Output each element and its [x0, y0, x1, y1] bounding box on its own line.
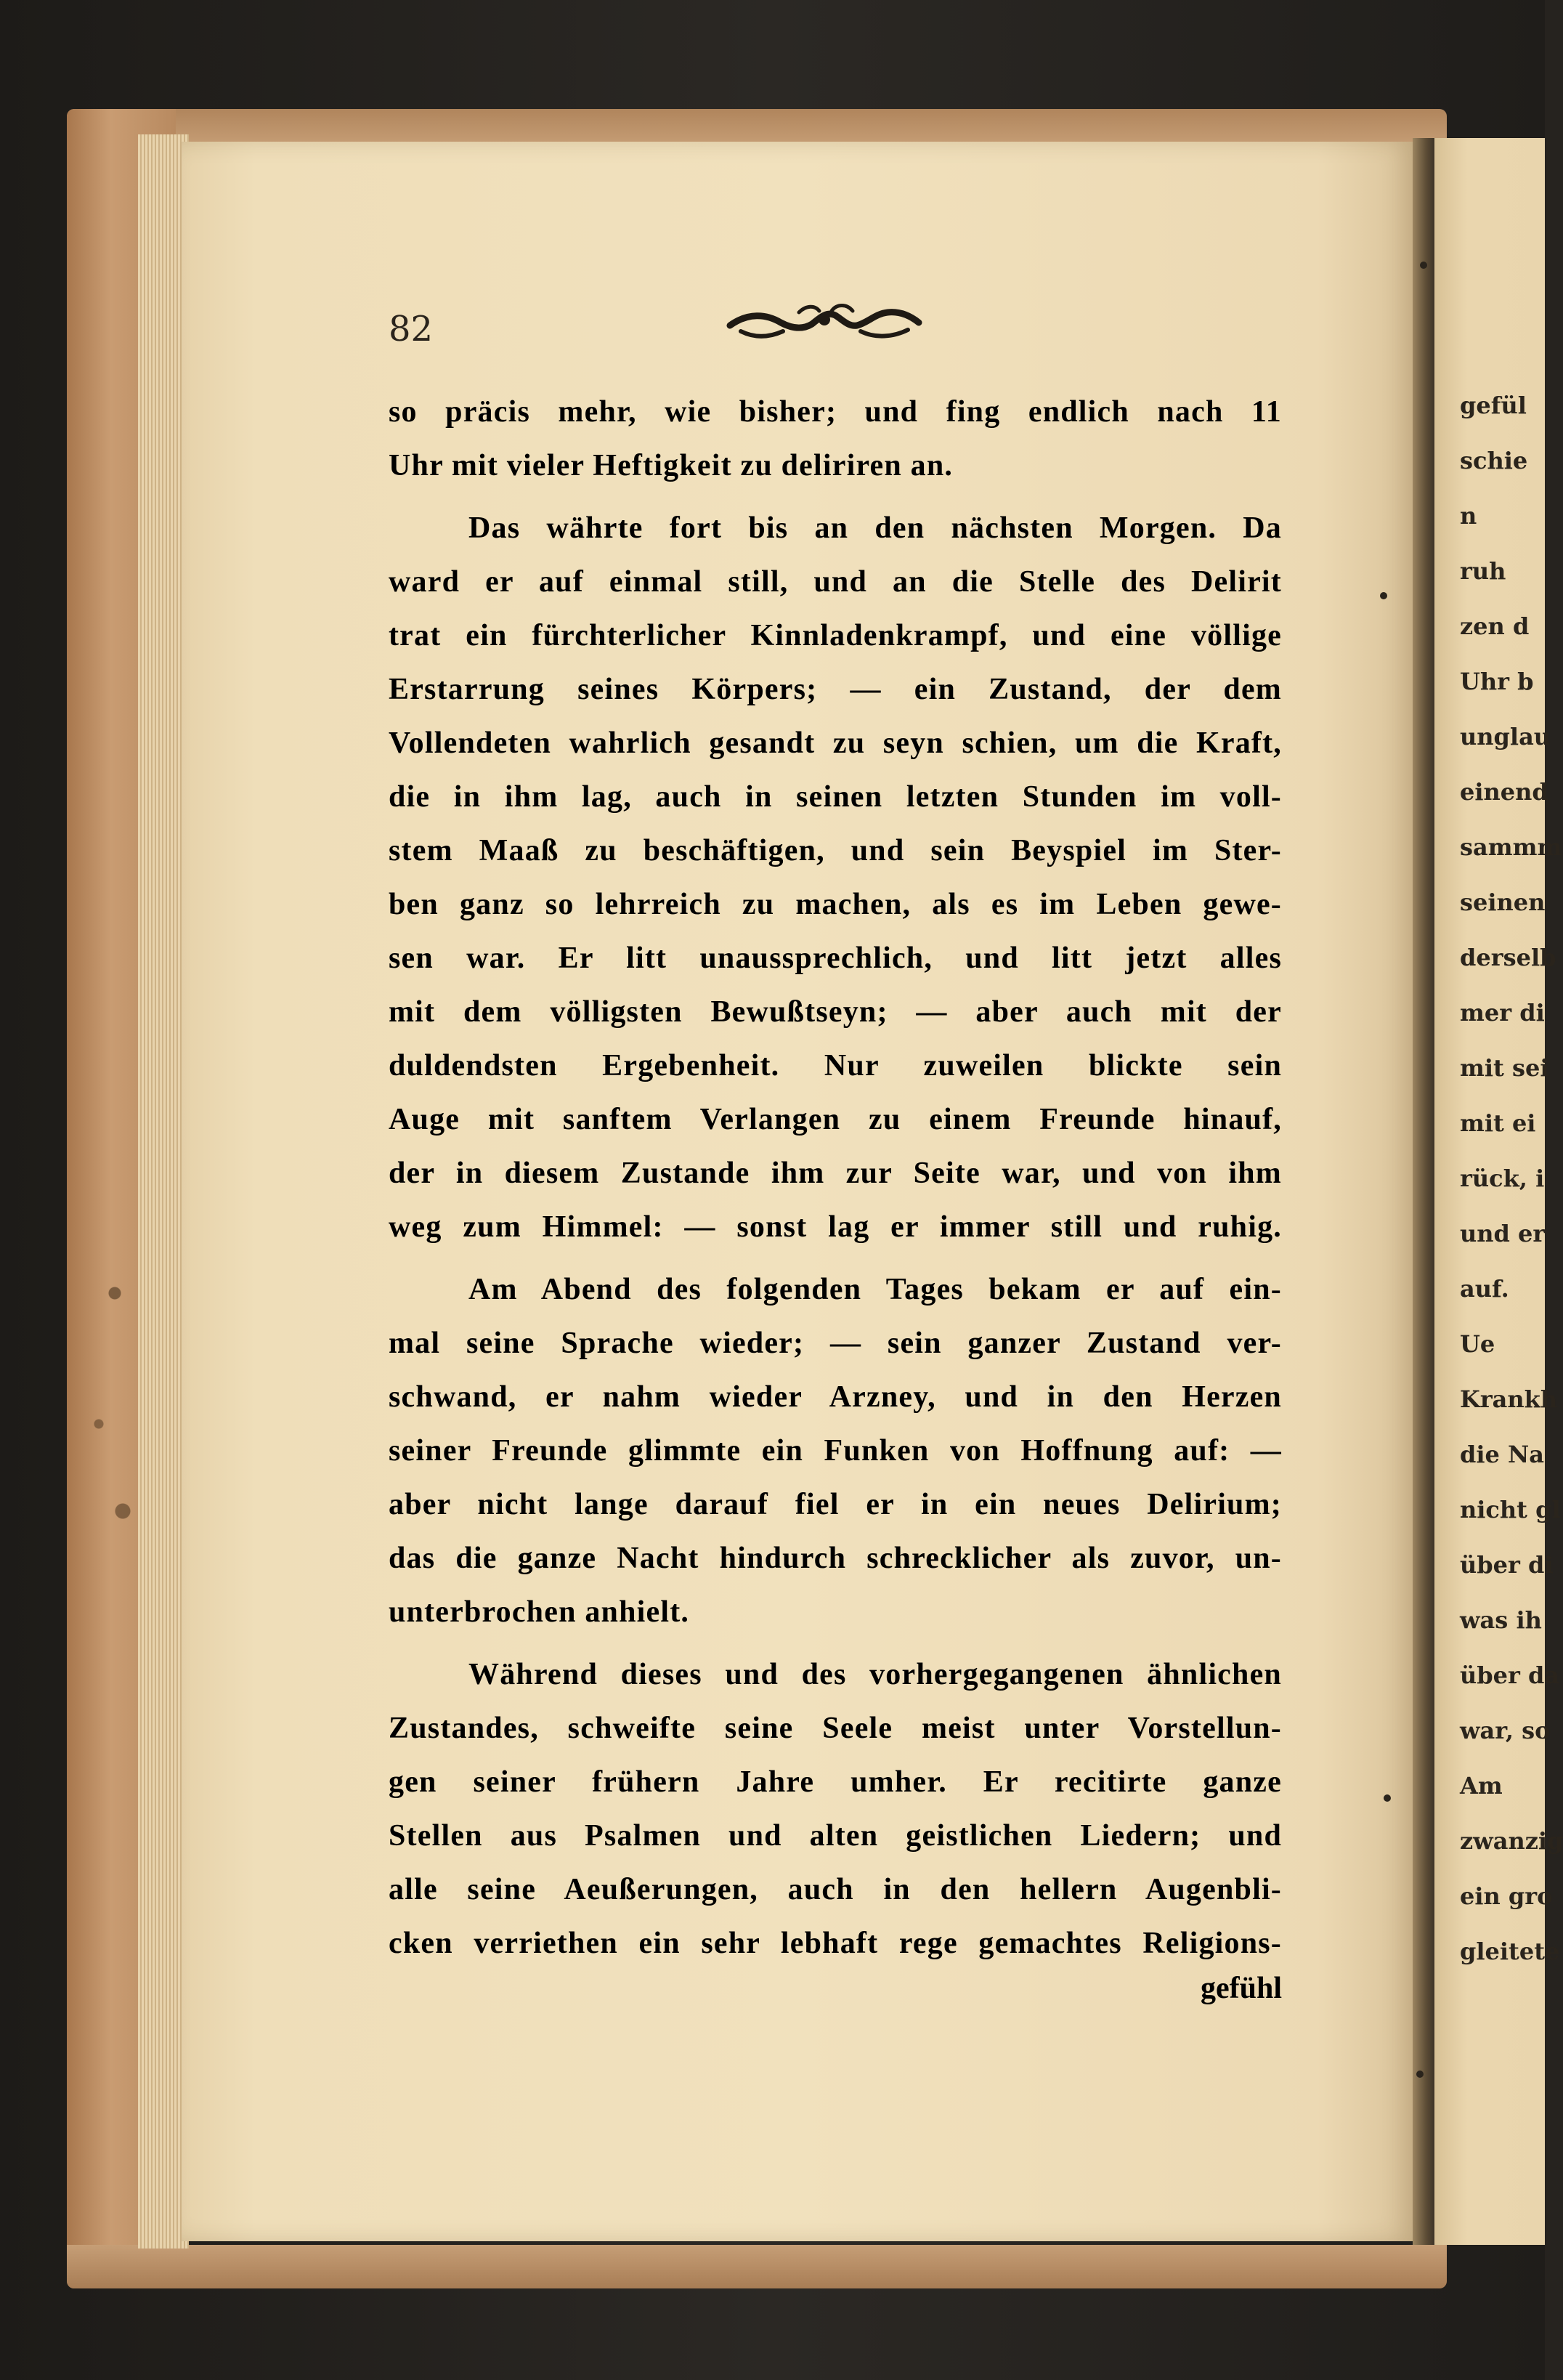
text-line: duldendsten Ergebenheit. Nur zuweilen blickte sein: [389, 1049, 1282, 1082]
facing-fragment: war, so: [1460, 1717, 1551, 1744]
facing-page-text: [1460, 378, 1563, 1979]
facing-fragment: zwanzig: [1460, 1827, 1563, 1855]
text-line: unterbrochen anhielt.: [389, 1595, 690, 1629]
facing-fragment: sammm: [1460, 833, 1562, 861]
text-line: Am Abend des folgenden Tages bekam er auf ein-: [468, 1273, 1282, 1306]
text-line: trat ein fürchterlicher Kinnladenkrampf, und eine völlige: [389, 619, 1282, 652]
ink-speck: [1384, 1794, 1391, 1802]
text-line: Vollendeten wahrlich gesandt zu seyn schien, um die Kraft,: [389, 726, 1282, 760]
text-line: Während dieses und des vorhergegangenen ähnlichen: [468, 1658, 1282, 1691]
facing-fragment: schie: [1460, 447, 1528, 474]
text-line: das die ganze Nacht hindurch schrecklicher als zuvor, un-: [389, 1542, 1282, 1575]
book-gutter: [1413, 138, 1434, 2245]
text-line: ward er auf einmal still, und an die Stelle des Delirit: [389, 565, 1282, 599]
text-line: mal seine Sprache wieder; — sein ganzer Zustand ver-: [389, 1327, 1282, 1360]
facing-fragment: Krankh: [1460, 1385, 1558, 1413]
text-line: stem Maaß zu beschäftigen, und sein Beyspiel im Ster-: [389, 834, 1282, 867]
facing-fragment: mit sei: [1460, 1054, 1549, 1082]
facing-fragment: ein gro: [1460, 1882, 1553, 1910]
text-line: aber nicht lange darauf fiel er in ein neues Delirium;: [389, 1488, 1282, 1521]
text-line: mit dem völligsten Bewußtseyn; — aber auch mit der: [389, 995, 1282, 1029]
facing-fragment: über da: [1460, 1661, 1560, 1689]
catchword: gefühl: [1200, 1972, 1282, 2005]
facing-fragment: Am: [1460, 1772, 1503, 1800]
facing-fragment: derselb: [1460, 944, 1556, 971]
facing-fragment: unglau: [1460, 723, 1551, 750]
page-text: [389, 385, 1282, 2005]
text-line: Das währte fort bis an den nächsten Morgen. Da: [468, 511, 1282, 545]
facing-fragment: einend: [1460, 778, 1548, 806]
text-line: Erstarrung seines Körpers; — ein Zustand, der dem: [389, 673, 1282, 706]
text-line: cken verriethen ein sehr lebhaft rege gemachtes Religions-: [389, 1927, 1282, 1960]
facing-fragment: gefül: [1460, 392, 1527, 419]
facing-fragment: und er: [1460, 1220, 1546, 1247]
facing-fragment: gleitete: [1460, 1938, 1560, 1965]
facing-fragment: Ue: [1460, 1330, 1495, 1358]
facing-fragment: mit ei: [1460, 1109, 1536, 1137]
text-line: weg zum Himmel: — sonst lag er immer still und ruhig.: [389, 1210, 1282, 1244]
ink-speck: [1380, 592, 1387, 599]
ink-speck: [1420, 262, 1427, 269]
facing-fragment: über di: [1460, 1551, 1554, 1579]
book-cover-bottom-edge: [67, 2245, 1447, 2288]
facing-fragment: seinen: [1460, 889, 1546, 916]
text-line: gen seiner frühern Jahre umher. Er recitirte ganze: [389, 1765, 1282, 1799]
facing-fragment: Uhr b: [1460, 668, 1534, 695]
text-line: alle seine Aeußerungen, auch in den hellern Augenbli-: [389, 1873, 1282, 1906]
text-line: seiner Freunde glimmte ein Funken von Hoffnung auf: —: [389, 1434, 1282, 1468]
facing-fragment: was ih: [1460, 1606, 1542, 1634]
text-line: die in ihm lag, auch in seinen letzten Stunden im voll-: [389, 780, 1282, 814]
text-line: Auge mit sanftem Verlangen zu einem Freunde hinauf,: [389, 1103, 1282, 1136]
text-line: Uhr mit vieler Heftigkeit zu deliriren an.: [389, 449, 954, 482]
page-number: 82: [389, 309, 434, 349]
facing-fragment: auf.: [1460, 1275, 1509, 1303]
facing-fragment: mer di: [1460, 999, 1545, 1027]
text-line: schwand, er nahm wieder Arzney, und in den Herzen: [389, 1380, 1282, 1414]
facing-fragment: n: [1460, 502, 1477, 530]
cover-stains: [67, 1162, 147, 1598]
facing-fragment: die Na: [1460, 1441, 1545, 1468]
facing-fragment: nicht gl: [1460, 1496, 1561, 1523]
ink-speck: [1416, 2071, 1424, 2078]
text-line: ben ganz so lehrreich zu machen, als es im Leben gewe-: [389, 888, 1282, 921]
text-line: sen war. Er litt unaussprechlich, und litt jetzt alles: [389, 942, 1282, 975]
text-line: der in diesem Zustande ihm zur Seite war, und von ihm: [389, 1157, 1282, 1190]
decorative-flourish-icon: [726, 298, 922, 349]
text-line: so präcis mehr, wie bisher; und fing endlich nach 11: [389, 395, 1282, 429]
facing-fragment: ruh: [1460, 557, 1506, 585]
facing-fragment: rück, i: [1460, 1165, 1545, 1192]
facing-fragment: zen d: [1460, 612, 1530, 640]
text-line: Zustandes, schweifte seine Seele meist unter Vorstellun-: [389, 1712, 1282, 1745]
text-line: Stellen aus Psalmen und alten geistlichen Liedern; und: [389, 1819, 1282, 1853]
